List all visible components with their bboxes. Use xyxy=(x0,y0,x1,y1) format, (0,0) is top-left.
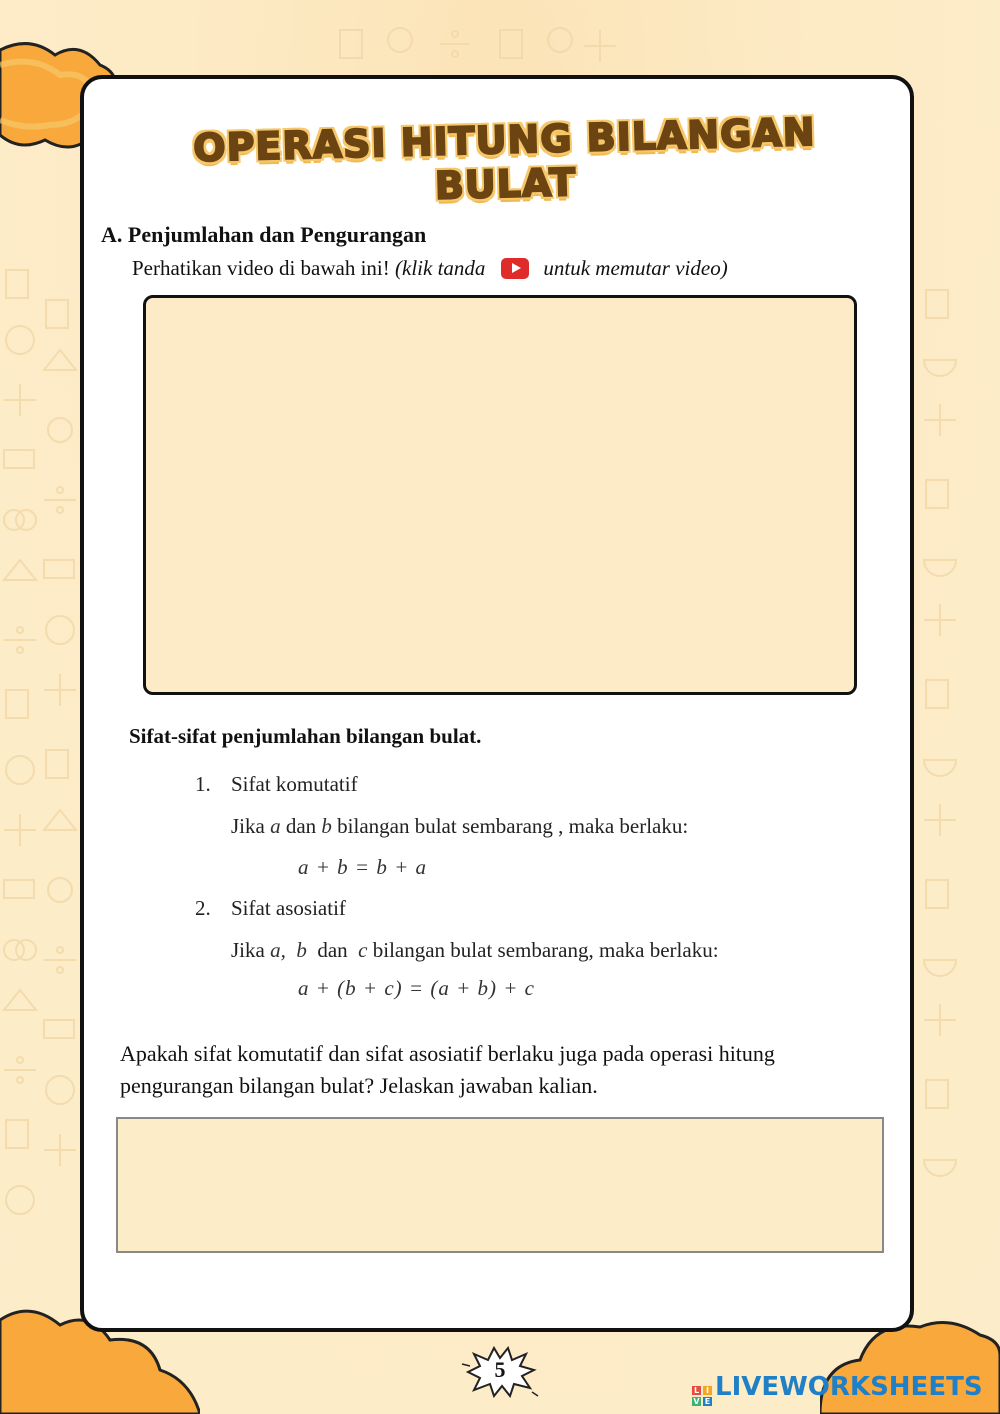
answer-input-box[interactable] xyxy=(116,1117,884,1253)
page-title: OPERASI HITUNG BILANGAN BULAT xyxy=(192,109,817,208)
math-var: b xyxy=(321,814,332,838)
associative-description xyxy=(231,938,719,963)
math-var: a xyxy=(270,814,281,838)
page-number-badge xyxy=(460,1344,540,1400)
associative-formula: a + (b + c) = (a + b) + c xyxy=(298,976,535,1000)
liveworksheets-logo-icon xyxy=(692,1386,712,1406)
brand-name: LIVEWORKSHEETS xyxy=(715,1372,983,1402)
logo-letter: V xyxy=(693,1397,700,1406)
property-item-associative xyxy=(195,896,346,921)
list-number: 2. xyxy=(195,896,211,920)
property-name: Sifat asosiatif xyxy=(231,896,346,920)
desc-text: bilangan bulat sembarang , maka berlaku: xyxy=(331,814,689,838)
instruction-hint-before: (klik tanda xyxy=(395,256,486,280)
desc-text: bilangan bulat sembarang, maka berlaku: xyxy=(367,938,719,962)
youtube-play-icon xyxy=(501,258,529,279)
question-text: Apakah sifat komutatif dan sifat asosiatif berlaku juga pada operasi hitung pengurangan bilangan bulat? Jelaskan jawaban kalian. xyxy=(120,1041,775,1098)
page-number: 5 xyxy=(494,1357,506,1382)
property-name: Sifat komutatif xyxy=(231,772,358,796)
title-banner xyxy=(125,109,885,208)
desc-text: dan xyxy=(280,814,322,838)
property-item-commutative xyxy=(195,772,358,797)
math-var: a, b xyxy=(270,938,307,962)
desc-text: dan xyxy=(306,938,359,962)
video-instruction xyxy=(132,256,728,281)
logo-letter: I xyxy=(703,1386,712,1395)
commutative-formula: a + b = b + a xyxy=(298,855,428,879)
desc-text: Jika xyxy=(231,938,271,962)
desc-text: Jika xyxy=(231,814,271,838)
properties-heading: Sifat-sifat penjumlahan bilangan bulat. xyxy=(129,724,482,748)
video-embed-area[interactable] xyxy=(143,295,857,695)
section-a-heading: A. Penjumlahan dan Pengurangan xyxy=(101,222,427,247)
liveworksheets-brand[interactable] xyxy=(692,1372,983,1406)
math-var: c xyxy=(358,938,368,962)
logo-letter: E xyxy=(704,1397,711,1406)
logo-letter: L xyxy=(693,1386,700,1395)
instruction-text: Perhatikan video di bawah ini! xyxy=(132,256,390,280)
list-number: 1. xyxy=(195,772,211,796)
instruction-hint-after: untuk memutar video) xyxy=(543,256,728,280)
commutative-description xyxy=(231,814,688,839)
